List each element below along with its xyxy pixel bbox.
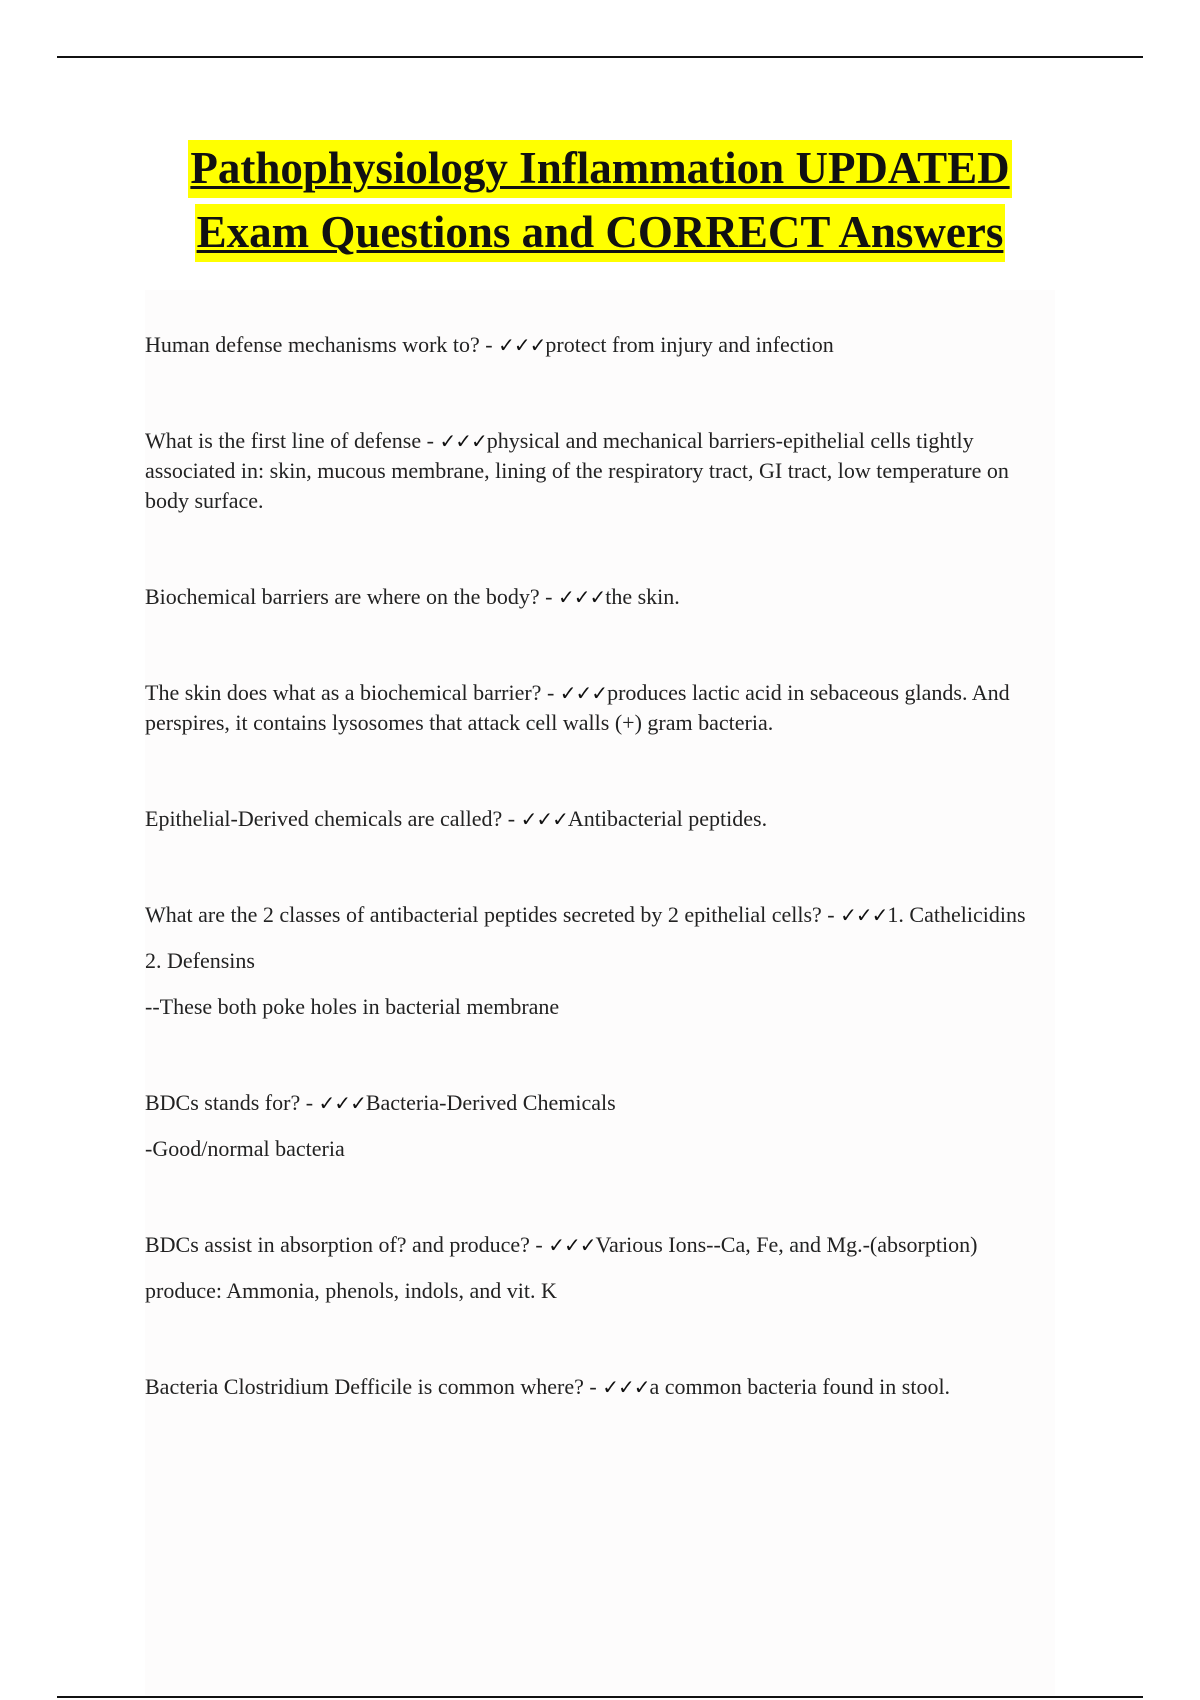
answer-text: Bacteria-Derived Chemicals xyxy=(365,1090,616,1115)
qa-entry xyxy=(145,804,1055,834)
qa-entry xyxy=(145,330,1055,360)
qa-entry xyxy=(145,582,1055,612)
qa-entry xyxy=(145,1230,1055,1260)
title-line-1: Pathophysiology Inflammation UPDATED xyxy=(188,140,1011,198)
answer-text: a common bacteria found in stool. xyxy=(649,1374,951,1399)
checkmark-icon: ✓✓✓ xyxy=(548,1233,596,1257)
question-text: What is the first line of defense - xyxy=(145,428,440,453)
answer-continuation: --These both poke holes in bacterial membrane xyxy=(145,994,560,1019)
answer-continuation: produce: Ammonia, phenols, indols, and vit. K xyxy=(145,1278,557,1303)
qa-entry xyxy=(145,900,1055,930)
answer-text: produces lactic acid in sebaceous glands. And perspires, it contains lysosomes that attack cell walls (+) gram bacteria. xyxy=(145,680,1010,735)
qa-list xyxy=(145,330,1055,1402)
question-text: Epithelial-Derived chemicals are called? - xyxy=(145,806,521,831)
answer-text: Antibacterial peptides. xyxy=(567,806,768,831)
checkmark-icon: ✓✓✓ xyxy=(498,333,546,357)
document-title xyxy=(0,140,1200,262)
checkmark-icon: ✓✓✓ xyxy=(520,807,568,831)
checkmark-icon: ✓✓✓ xyxy=(318,1091,366,1115)
answer-continuation: 2. Defensins xyxy=(145,948,255,973)
question-text: BDCs stands for? - xyxy=(145,1090,319,1115)
question-text: Human defense mechanisms work to? - xyxy=(145,332,499,357)
qa-entry xyxy=(145,426,1055,516)
qa-item xyxy=(145,1372,1055,1402)
question-text: Biochemical barriers are where on the body? - xyxy=(145,584,558,609)
answer-text: protect from injury and infection xyxy=(545,332,834,357)
answer-continuation: -Good/normal bacteria xyxy=(145,1136,345,1161)
checkmark-icon: ✓✓✓ xyxy=(557,585,606,609)
answer-text: Various Ions--Ca, Fe, and Mg.-(absorption) xyxy=(595,1232,978,1257)
answer-text: physical and mechanical barriers-epithelial cells tightly associated in: skin, mucous membrane, lining of the respiratory tract, GI tract, low temperature on body surface. xyxy=(145,428,1009,513)
question-text: What are the 2 classes of antibacterial peptides secreted by 2 epithelial cells? - xyxy=(145,902,841,927)
checkmark-icon: ✓✓✓ xyxy=(840,903,888,927)
answer-text: 1. Cathelicidins xyxy=(887,902,1026,927)
question-text: The skin does what as a biochemical barrier? - xyxy=(145,680,560,705)
top-rule xyxy=(57,56,1143,58)
qa-item xyxy=(145,426,1055,516)
qa-entry xyxy=(145,678,1055,738)
checkmark-icon: ✓✓✓ xyxy=(602,1375,650,1399)
qa-item xyxy=(145,1088,1055,1164)
qa-item xyxy=(145,900,1055,1022)
checkmark-icon: ✓✓✓ xyxy=(439,429,487,453)
title-line-2: Exam Questions and CORRECT Answers xyxy=(195,204,1006,262)
qa-item xyxy=(145,804,1055,834)
answer-text: the skin. xyxy=(605,584,680,609)
checkmark-icon: ✓✓✓ xyxy=(559,681,608,705)
qa-item xyxy=(145,1230,1055,1306)
qa-entry xyxy=(145,1372,1055,1402)
qa-item xyxy=(145,582,1055,612)
question-text: BDCs assist in absorption of? and produce? - xyxy=(145,1232,549,1257)
qa-entry xyxy=(145,1088,1055,1118)
question-text: Bacteria Clostridium Defficile is common where? - xyxy=(145,1374,603,1399)
bottom-rule xyxy=(57,1696,1143,1698)
qa-item xyxy=(145,678,1055,738)
qa-item xyxy=(145,330,1055,360)
